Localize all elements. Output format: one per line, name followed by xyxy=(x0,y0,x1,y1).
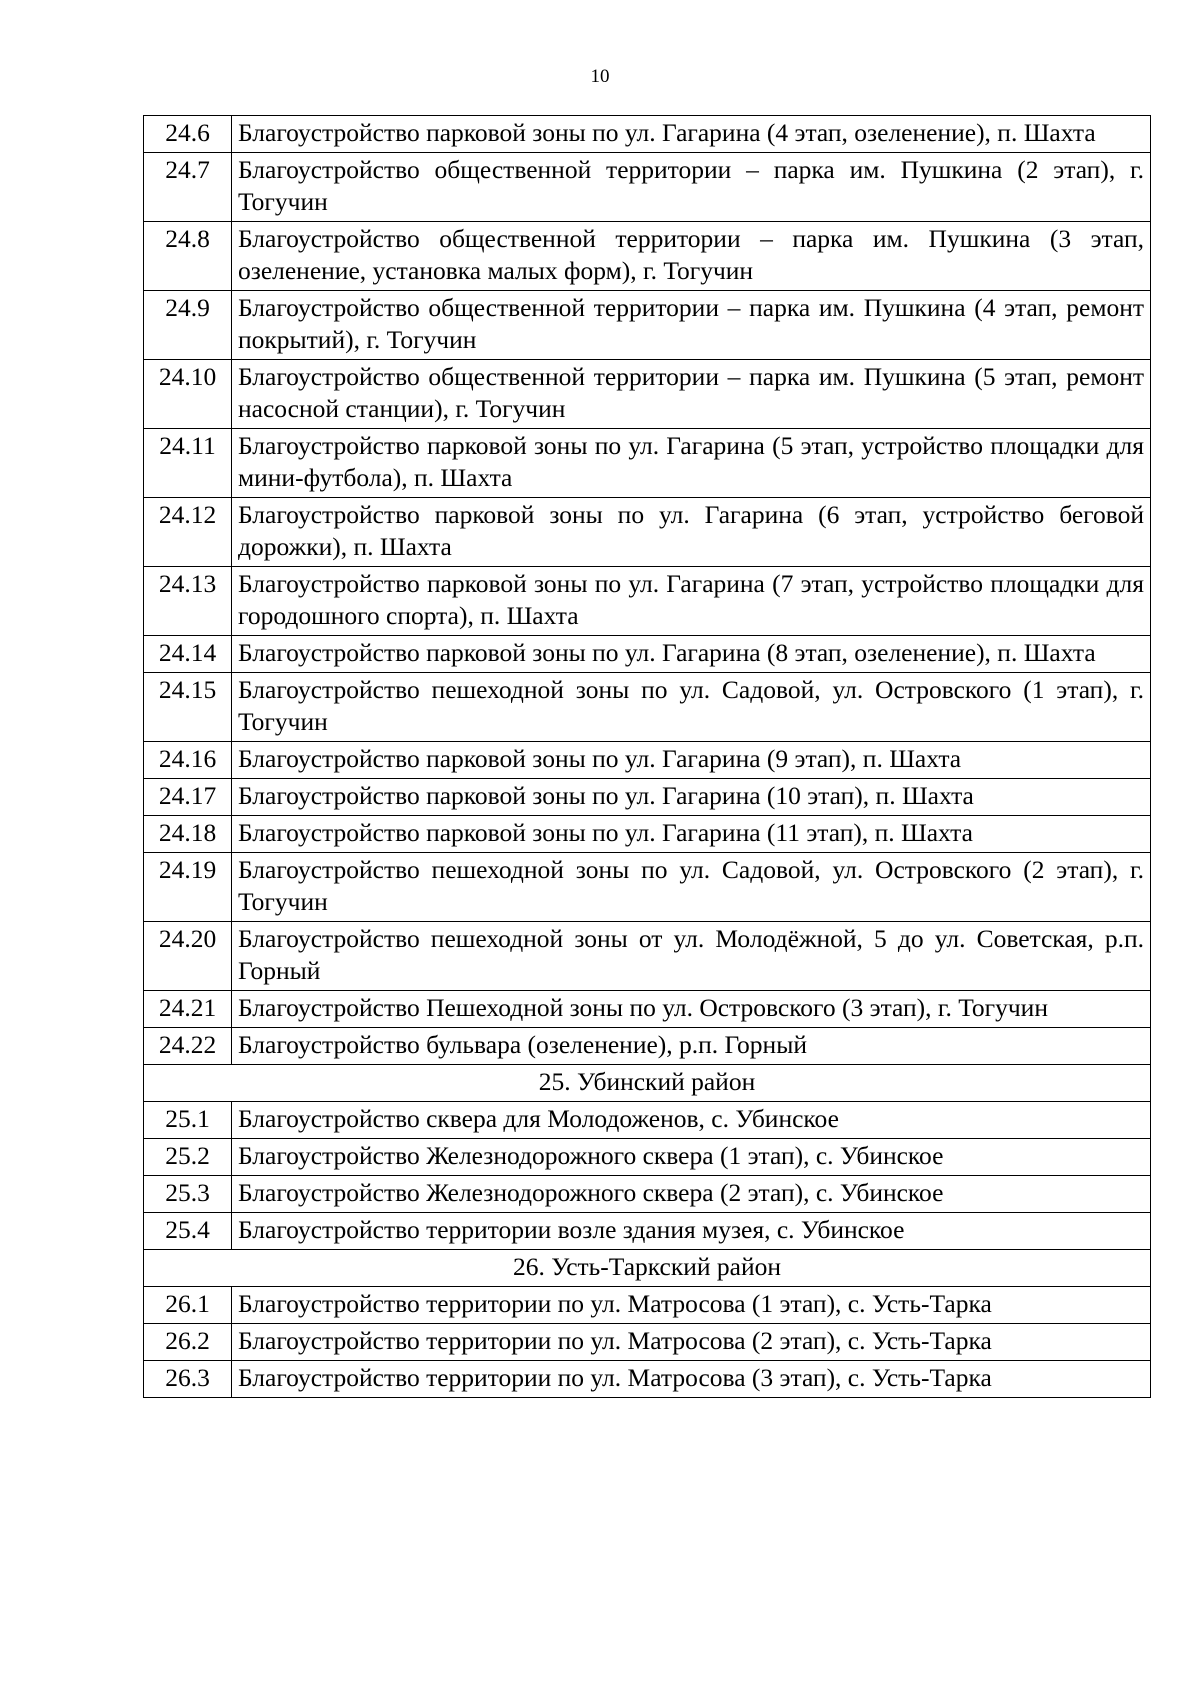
item-description: Благоустройство парковой зоны по ул. Гагарина (8 этап, озеленение), п. Шахта xyxy=(232,636,1151,673)
item-description: Благоустройство Железнодорожного сквера (2 этап), с. Убинское xyxy=(232,1176,1151,1213)
item-number: 24.15 xyxy=(144,673,232,742)
item-description: Благоустройство парковой зоны по ул. Гагарина (9 этап), п. Шахта xyxy=(232,742,1151,779)
section-title: 25. Убинский район xyxy=(144,1065,1151,1102)
table-row xyxy=(144,1213,1151,1250)
table-row xyxy=(144,742,1151,779)
item-description: Благоустройство парковой зоны по ул. Гагарина (5 этап, устройство площадки для мини-футбола), п. Шахта xyxy=(232,429,1151,498)
table-row xyxy=(144,1287,1151,1324)
item-number: 24.11 xyxy=(144,429,232,498)
item-description: Благоустройство парковой зоны по ул. Гагарина (4 этап, озеленение), п. Шахта xyxy=(232,116,1151,153)
item-description: Благоустройство общественной территории – парка им. Пушкина (5 этап, ремонт насосной станции), г. Тогучин xyxy=(232,360,1151,429)
item-description: Благоустройство пешеходной зоны по ул. Садовой, ул. Островского (1 этап), г. Тогучин xyxy=(232,673,1151,742)
table-row xyxy=(144,922,1151,991)
table-row xyxy=(144,153,1151,222)
item-number: 24.8 xyxy=(144,222,232,291)
item-number: 24.21 xyxy=(144,991,232,1028)
item-description: Благоустройство пешеходной зоны по ул. Садовой, ул. Островского (2 этап), г. Тогучин xyxy=(232,853,1151,922)
table-row xyxy=(144,222,1151,291)
table-row xyxy=(144,429,1151,498)
table-row xyxy=(144,853,1151,922)
item-description: Благоустройство бульвара (озеленение), р.п. Горный xyxy=(232,1028,1151,1065)
item-number: 24.20 xyxy=(144,922,232,991)
item-number: 25.4 xyxy=(144,1213,232,1250)
objects-table xyxy=(143,115,1151,1398)
table-row xyxy=(144,673,1151,742)
item-description: Благоустройство парковой зоны по ул. Гагарина (6 этап, устройство беговой дорожки), п. Шахта xyxy=(232,498,1151,567)
section-row xyxy=(144,1250,1151,1287)
item-description: Благоустройство общественной территории – парка им. Пушкина (3 этап, озеленение, установка малых форм), г. Тогучин xyxy=(232,222,1151,291)
item-description: Благоустройство Железнодорожного сквера (1 этап), с. Убинское xyxy=(232,1139,1151,1176)
item-description: Благоустройство Пешеходной зоны по ул. Островского (3 этап), г. Тогучин xyxy=(232,991,1151,1028)
table-row xyxy=(144,1102,1151,1139)
table-row xyxy=(144,1028,1151,1065)
item-number: 24.12 xyxy=(144,498,232,567)
item-number: 26.1 xyxy=(144,1287,232,1324)
item-number: 24.6 xyxy=(144,116,232,153)
item-description: Благоустройство территории возле здания музея, с. Убинское xyxy=(232,1213,1151,1250)
item-description: Благоустройство парковой зоны по ул. Гагарина (10 этап), п. Шахта xyxy=(232,779,1151,816)
item-number: 24.19 xyxy=(144,853,232,922)
table-row xyxy=(144,1361,1151,1398)
table-row xyxy=(144,779,1151,816)
section-row xyxy=(144,1065,1151,1102)
item-number: 25.3 xyxy=(144,1176,232,1213)
item-number: 24.16 xyxy=(144,742,232,779)
table-row xyxy=(144,498,1151,567)
table-row xyxy=(144,1139,1151,1176)
item-number: 24.17 xyxy=(144,779,232,816)
table-row xyxy=(144,1324,1151,1361)
item-description: Благоустройство территории по ул. Матросова (3 этап), с. Усть-Тарка xyxy=(232,1361,1151,1398)
item-number: 26.2 xyxy=(144,1324,232,1361)
item-number: 24.10 xyxy=(144,360,232,429)
item-description: Благоустройство парковой зоны по ул. Гагарина (7 этап, устройство площадки для городошного спорта), п. Шахта xyxy=(232,567,1151,636)
item-description: Благоустройство общественной территории – парка им. Пушкина (2 этап), г. Тогучин xyxy=(232,153,1151,222)
table-row xyxy=(144,116,1151,153)
item-number: 25.1 xyxy=(144,1102,232,1139)
table-row xyxy=(144,360,1151,429)
table-row xyxy=(144,291,1151,360)
page-number: 10 xyxy=(590,66,610,87)
table-row xyxy=(144,816,1151,853)
item-number: 25.2 xyxy=(144,1139,232,1176)
item-description: Благоустройство сквера для Молодоженов, с. Убинское xyxy=(232,1102,1151,1139)
item-description: Благоустройство общественной территории – парка им. Пушкина (4 этап, ремонт покрытий), г. Тогучин xyxy=(232,291,1151,360)
item-description: Благоустройство парковой зоны по ул. Гагарина (11 этап), п. Шахта xyxy=(232,816,1151,853)
table-row xyxy=(144,991,1151,1028)
item-number: 24.7 xyxy=(144,153,232,222)
table-row xyxy=(144,1176,1151,1213)
item-number: 24.18 xyxy=(144,816,232,853)
objects-table-body xyxy=(144,116,1151,1398)
item-description: Благоустройство пешеходной зоны от ул. Молодёжной, 5 до ул. Советская, р.п. Горный xyxy=(232,922,1151,991)
item-description: Благоустройство территории по ул. Матросова (2 этап), с. Усть-Тарка xyxy=(232,1324,1151,1361)
table-row xyxy=(144,636,1151,673)
item-number: 24.13 xyxy=(144,567,232,636)
item-number: 24.9 xyxy=(144,291,232,360)
item-number: 26.3 xyxy=(144,1361,232,1398)
item-description: Благоустройство территории по ул. Матросова (1 этап), с. Усть-Тарка xyxy=(232,1287,1151,1324)
item-number: 24.22 xyxy=(144,1028,232,1065)
table-row xyxy=(144,567,1151,636)
section-title: 26. Усть-Таркский район xyxy=(144,1250,1151,1287)
item-number: 24.14 xyxy=(144,636,232,673)
